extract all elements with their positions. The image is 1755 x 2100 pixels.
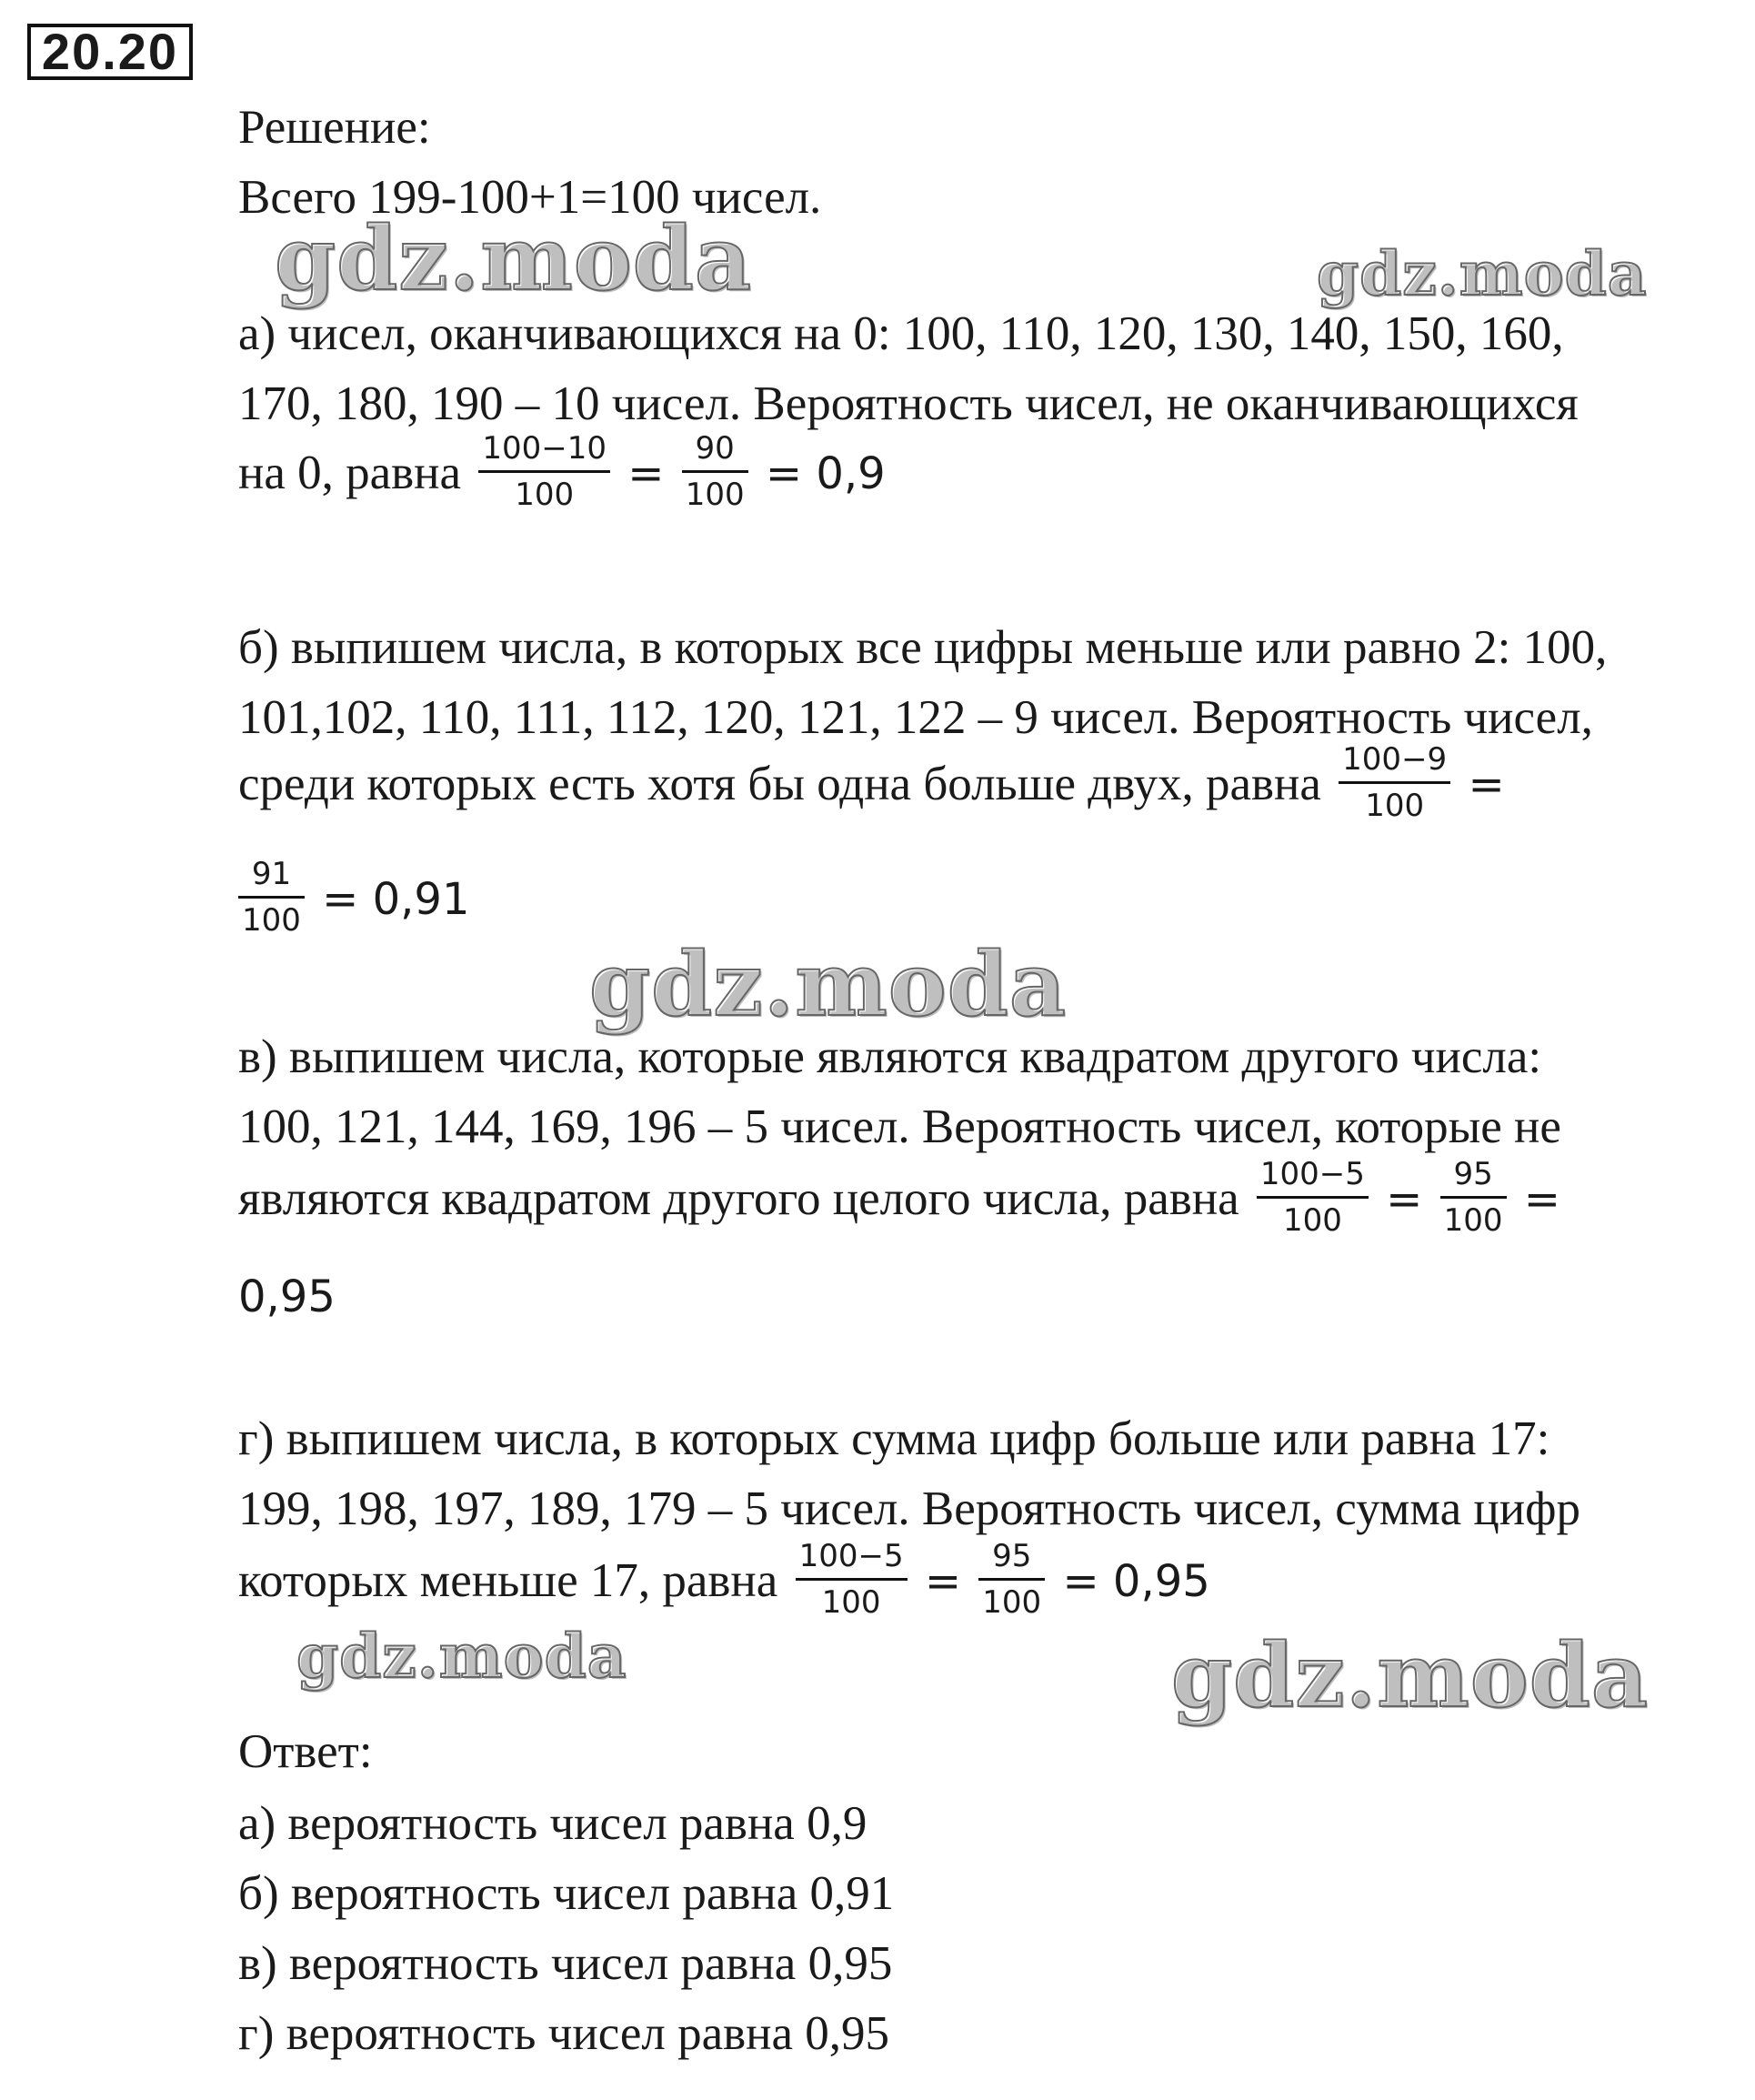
fraction-numerator: 91 [238,856,305,899]
watermark-5: gdz.moda [1171,1624,1650,1727]
part-v-line-1: в) выпишем числа, которые являются квадратом другого числа: [238,1030,1542,1083]
fraction-denominator: 100 [982,1584,1042,1622]
part-a-fraction-2 [682,430,748,513]
fraction-numerator: 100−5 [1257,1156,1369,1199]
part-g-line-1: г) выпишем числа, в которых сумма цифр больше или равна 17: [238,1412,1550,1465]
equals-sign: = [1523,1174,1561,1225]
fraction-numerator: 100−5 [796,1538,908,1581]
part-v-result: 0,95 [238,1271,336,1322]
fraction-denominator: 100 [685,477,745,514]
fraction-denominator: 100 [821,1584,881,1622]
watermark-2: gdz.moda [1317,238,1648,309]
fraction-denominator: 100 [1365,788,1425,825]
watermark-1: gdz.moda [275,207,753,310]
answer-item-a: а) вероятность чисел равна 0,9 [238,1797,867,1850]
part-g-line-3 [238,1535,1210,1626]
part-v-fraction-1 [1257,1156,1369,1239]
part-b-equation-text: среди которых есть хотя бы одна больше двух, равна [238,758,1321,810]
solution-label: Решение: [238,101,431,154]
part-b-line-4 [238,853,470,944]
fraction-denominator: 100 [1282,1202,1342,1240]
part-b-line-2: 101,102, 110, 111, 112, 120, 121, 122 – 9 чисел. Вероятность чисел, [238,691,1593,744]
part-g-fraction-1 [796,1538,908,1621]
part-a-line-3 [238,427,886,518]
part-v-fraction-2 [1440,1156,1507,1239]
part-b-line-3 [238,739,1505,829]
equals-sign: = [1468,759,1505,810]
fraction-numerator: 95 [1440,1156,1507,1199]
part-a-line-1: а) чисел, оканчивающихся на 0: 100, 110, 120, 130, 140, 150, 160, [238,307,1564,360]
answer-item-g: г) вероятность чисел равна 0,95 [238,2007,890,2060]
part-b-result: = 0,91 [322,874,470,925]
answer-item-b: б) вероятность чисел равна 0,91 [238,1867,895,1920]
watermark-3: gdz.moda [589,933,1068,1036]
part-a-equation-text: на 0, равна [238,447,462,499]
part-g-equation-text: которых меньше 17, равна [238,1554,778,1607]
part-v-equation-text: являются квадратом другого целого числа, равна [238,1172,1239,1225]
fraction-numerator: 90 [682,430,748,473]
total-count-line: Всего 199-100+1=100 чисел. [238,171,822,224]
part-b-line-1: б) выпишем числа, в которых все цифры меньше или равно 2: 100, [238,621,1608,674]
fraction-denominator: 100 [515,477,575,514]
fraction-numerator: 100−9 [1339,741,1450,784]
part-g-line-2: 199, 198, 197, 189, 179 – 5 чисел. Вероятность чисел, сумма цифр [238,1482,1580,1535]
fraction-denominator: 100 [1443,1202,1503,1240]
watermark-4: gdz.moda [296,1621,627,1692]
part-a-fraction-1 [478,430,610,513]
fraction-denominator: 100 [242,902,301,939]
fraction-numerator: 100−10 [478,430,610,473]
part-g-fraction-2 [978,1538,1045,1621]
part-b-fraction-2 [238,856,305,939]
part-a-line-2: 170, 180, 190 – 10 чисел. Вероятность чисел, не оканчивающихся [238,377,1579,430]
equals-sign: = [1386,1174,1423,1225]
part-v-line-3 [238,1153,1560,1244]
part-g-result: = 0,95 [1062,1556,1210,1607]
equals-sign: = [627,448,665,499]
answer-label: Ответ: [238,1725,373,1778]
answer-item-v: в) вероятность чисел равна 0,95 [238,1937,893,1990]
part-b-fraction-1 [1339,741,1450,824]
task-number: 20.20 [27,24,193,80]
fraction-numerator: 95 [978,1538,1045,1581]
part-v-line-2: 100, 121, 144, 169, 196 – 5 чисел. Вероятность чисел, которые не [238,1100,1561,1153]
equals-sign: = [924,1556,962,1607]
part-a-result: = 0,9 [765,448,886,499]
